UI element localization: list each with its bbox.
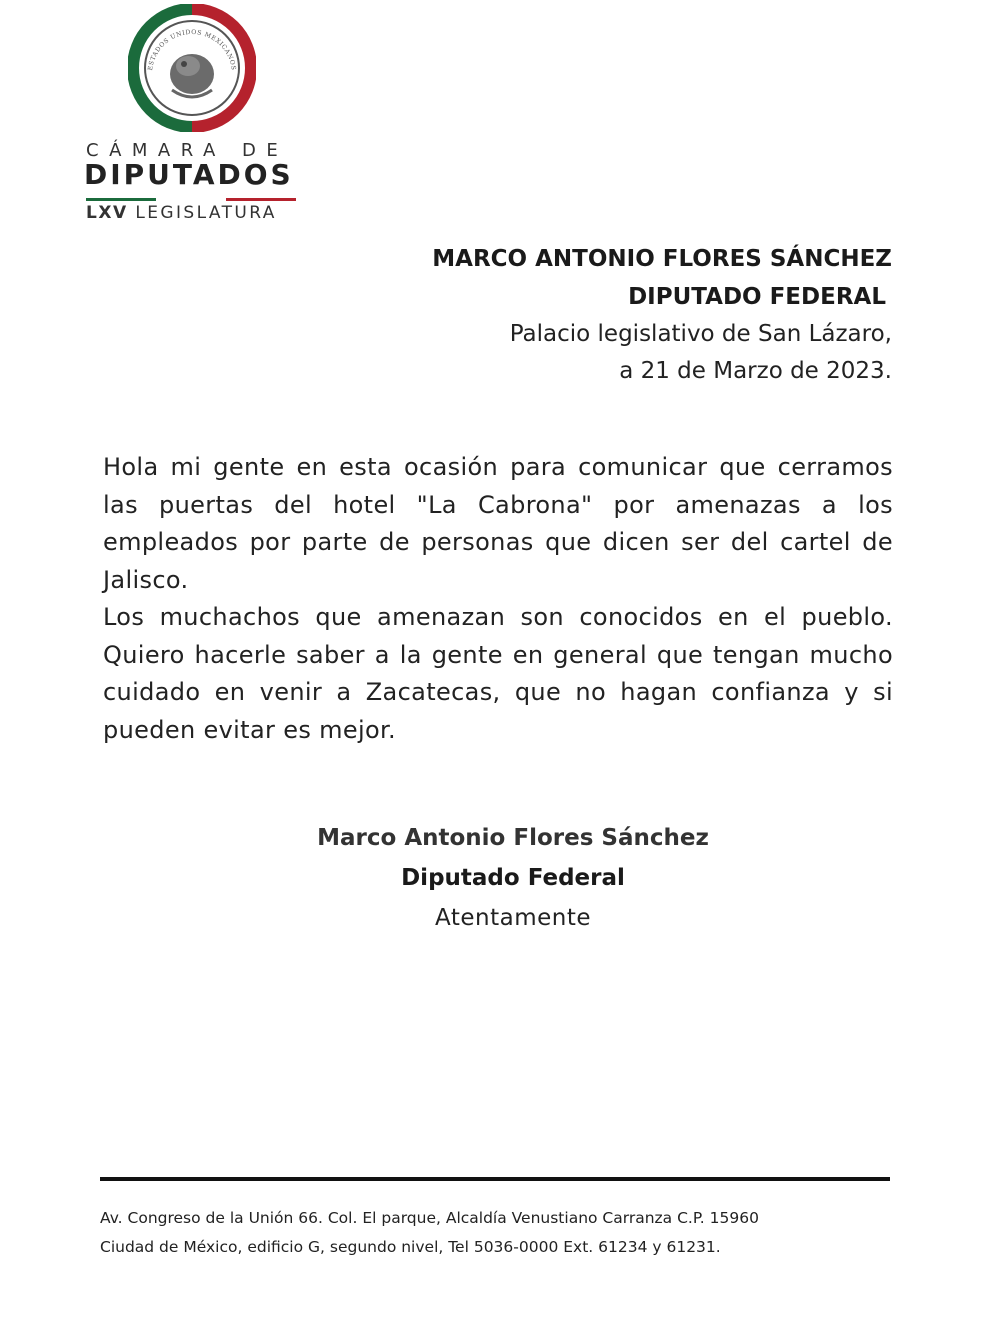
seal-text: ESTADOS UNIDOS MEXICANOS [147,28,237,71]
body-paragraph-2: Los muchachos que amenazan son conocidos en el pueblo. Quiero hacerle saber a la gente en general que tengan mucho cuidado en venir a Zacatecas, que no hagan confianza y si pueden evitar es mejor. [103,603,893,744]
body-paragraph-1: Hola mi gente en esta ocasión para comunicar que cerramos las puertas del hotel "La Cabrona" por amenazas a los empleados por parte de personas que dicen ser del cartel de Jalisco. [103,453,893,594]
logo-line-legislatura [86,203,277,223]
letter-date: a 21 de Marzo de 2023. [619,358,892,384]
signature-block [220,818,806,938]
logo-line-camara: CÁMARA DE [86,140,289,161]
logo-green-bar [86,198,156,201]
logo-lxv: LXV [86,203,128,223]
letter-body [103,449,893,749]
letter-header [432,240,892,390]
footer-line-1: Av. Congreso de la Unión 66. Col. El parque, Alcaldía Venustiano Carranza C.P. 15960 [100,1209,759,1227]
signature-name: Marco Antonio Flores Sánchez [317,825,709,851]
signature-role: Diputado Federal [401,865,625,891]
footer-address [100,1204,759,1262]
sender-name: MARCO ANTONIO FLORES SÁNCHEZ [432,246,892,272]
signature-closing: Atentamente [435,905,591,931]
footer-divider [100,1177,890,1181]
camara-de-diputados-logo [84,4,304,226]
national-seal-icon [128,4,256,132]
logo-red-bar [226,198,296,201]
sender-role: DIPUTADO FEDERAL [628,284,886,310]
logo-line-diputados: DIPUTADOS [84,158,294,191]
logo-legislatura: LEGISLATURA [135,203,277,223]
sender-place: Palacio legislativo de San Lázaro, [509,321,892,347]
footer-line-2: Ciudad de México, edificio G, segundo nivel, Tel 5036-0000 Ext. 61234 y 61231. [100,1238,721,1256]
